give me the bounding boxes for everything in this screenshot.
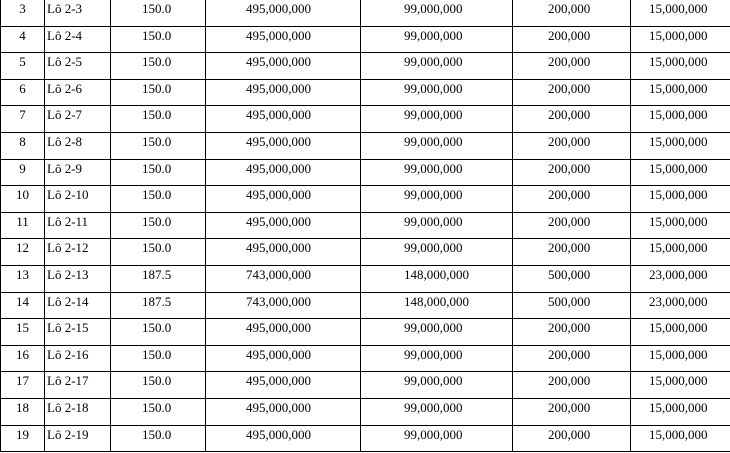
area-cell: 150.0 [111,159,206,186]
table-row [1,132,730,159]
amount-cell: 15,000,000 [631,186,730,213]
lot-name-cell: Lô 2-16 [45,345,111,372]
table-row [1,372,730,399]
fee-cell: 200,000 [513,186,631,213]
lot-name-cell: Lô 2-19 [45,425,111,452]
table-row [1,186,730,213]
row-number-cell: 10 [1,186,45,213]
area-cell: 150.0 [111,398,206,425]
row-number-cell: 7 [1,106,45,133]
deposit-cell: 99,000,000 [361,132,513,159]
deposit-cell: 99,000,000 [361,345,513,372]
price-cell: 495,000,000 [206,239,361,266]
area-cell: 150.0 [111,239,206,266]
deposit-cell: 99,000,000 [361,79,513,106]
amount-cell: 15,000,000 [631,425,730,452]
deposit-cell: 148,000,000 [361,265,513,292]
lot-name-cell: Lô 2-12 [45,239,111,266]
fee-cell: 200,000 [513,79,631,106]
area-cell: 150.0 [111,106,206,133]
fee-cell: 200,000 [513,239,631,266]
lot-name-cell: Lô 2-5 [45,53,111,80]
row-number-cell: 17 [1,372,45,399]
area-cell: 150.0 [111,186,206,213]
row-number-cell: 9 [1,159,45,186]
fee-cell: 200,000 [513,106,631,133]
amount-cell: 15,000,000 [631,79,730,106]
amount-cell: 15,000,000 [631,345,730,372]
deposit-cell: 99,000,000 [361,186,513,213]
fee-cell: 200,000 [513,26,631,53]
row-number-cell: 11 [1,212,45,239]
lot-name-cell: Lô 2-4 [45,26,111,53]
row-number-cell: 13 [1,265,45,292]
lot-name-cell: Lô 2-18 [45,398,111,425]
deposit-cell: 99,000,000 [361,159,513,186]
area-cell: 150.0 [111,425,206,452]
price-cell: 495,000,000 [206,425,361,452]
row-number-cell: 6 [1,79,45,106]
price-cell: 495,000,000 [206,186,361,213]
area-cell: 150.0 [111,132,206,159]
area-cell: 150.0 [111,53,206,80]
amount-cell: 15,000,000 [631,106,730,133]
table-row [1,0,730,26]
table-row [1,398,730,425]
amount-cell: 15,000,000 [631,26,730,53]
fee-cell: 200,000 [513,53,631,80]
deposit-cell: 99,000,000 [361,319,513,346]
row-number-cell: 15 [1,319,45,346]
table-row [1,345,730,372]
table-row [1,26,730,53]
deposit-cell: 99,000,000 [361,53,513,80]
area-cell: 187.5 [111,292,206,319]
price-cell: 495,000,000 [206,26,361,53]
deposit-cell: 99,000,000 [361,0,513,26]
area-cell: 150.0 [111,26,206,53]
lot-name-cell: Lô 2-11 [45,212,111,239]
deposit-cell: 99,000,000 [361,212,513,239]
fee-cell: 200,000 [513,398,631,425]
amount-cell: 15,000,000 [631,159,730,186]
lot-name-cell: Lô 2-9 [45,159,111,186]
fee-cell: 200,000 [513,345,631,372]
fee-cell: 200,000 [513,425,631,452]
table-row [1,292,730,319]
row-number-cell: 19 [1,425,45,452]
amount-cell: 15,000,000 [631,372,730,399]
lot-name-cell: Lô 2-8 [45,132,111,159]
lot-name-cell: Lô 2-10 [45,186,111,213]
deposit-cell: 99,000,000 [361,239,513,266]
price-cell: 495,000,000 [206,345,361,372]
table-row [1,159,730,186]
row-number-cell: 18 [1,398,45,425]
deposit-cell: 99,000,000 [361,26,513,53]
row-number-cell: 8 [1,132,45,159]
fee-cell: 200,000 [513,0,631,26]
deposit-cell: 99,000,000 [361,425,513,452]
area-cell: 187.5 [111,265,206,292]
area-cell: 150.0 [111,212,206,239]
fee-cell: 500,000 [513,292,631,319]
price-cell: 743,000,000 [206,292,361,319]
lot-name-cell: Lô 2-15 [45,319,111,346]
lot-name-cell: Lô 2-7 [45,106,111,133]
row-number-cell: 4 [1,26,45,53]
fee-cell: 200,000 [513,212,631,239]
lot-name-cell: Lô 2-6 [45,79,111,106]
table-row [1,53,730,80]
lot-name-cell: Lô 2-3 [45,0,111,26]
price-cell: 495,000,000 [206,106,361,133]
amount-cell: 15,000,000 [631,132,730,159]
row-number-cell: 3 [1,0,45,26]
amount-cell: 15,000,000 [631,239,730,266]
row-number-cell: 16 [1,345,45,372]
price-cell: 495,000,000 [206,159,361,186]
fee-cell: 200,000 [513,159,631,186]
row-number-cell: 12 [1,239,45,266]
area-cell: 150.0 [111,79,206,106]
lot-name-cell: Lô 2-13 [45,265,111,292]
amount-cell: 15,000,000 [631,53,730,80]
lot-name-cell: Lô 2-17 [45,372,111,399]
price-cell: 495,000,000 [206,372,361,399]
amount-cell: 15,000,000 [631,398,730,425]
amount-cell: 15,000,000 [631,212,730,239]
table-body [1,0,730,452]
deposit-cell: 99,000,000 [361,106,513,133]
price-cell: 495,000,000 [206,79,361,106]
table-row [1,319,730,346]
lot-name-cell: Lô 2-14 [45,292,111,319]
table-row [1,106,730,133]
row-number-cell: 14 [1,292,45,319]
area-cell: 150.0 [111,319,206,346]
amount-cell: 23,000,000 [631,265,730,292]
area-cell: 150.0 [111,372,206,399]
deposit-cell: 99,000,000 [361,398,513,425]
price-cell: 495,000,000 [206,0,361,26]
amount-cell: 23,000,000 [631,292,730,319]
price-cell: 495,000,000 [206,398,361,425]
table-row [1,425,730,452]
deposit-cell: 99,000,000 [361,372,513,399]
deposit-cell: 148,000,000 [361,292,513,319]
price-cell: 743,000,000 [206,265,361,292]
price-cell: 495,000,000 [206,212,361,239]
area-cell: 150.0 [111,0,206,26]
table-row [1,265,730,292]
price-cell: 495,000,000 [206,319,361,346]
fee-cell: 200,000 [513,372,631,399]
price-cell: 495,000,000 [206,53,361,80]
fee-cell: 200,000 [513,319,631,346]
row-number-cell: 5 [1,53,45,80]
table-row [1,212,730,239]
price-cell: 495,000,000 [206,132,361,159]
fee-cell: 500,000 [513,265,631,292]
amount-cell: 15,000,000 [631,319,730,346]
amount-cell: 15,000,000 [631,0,730,26]
table-row [1,239,730,266]
fee-cell: 200,000 [513,132,631,159]
area-cell: 150.0 [111,345,206,372]
table-row [1,79,730,106]
